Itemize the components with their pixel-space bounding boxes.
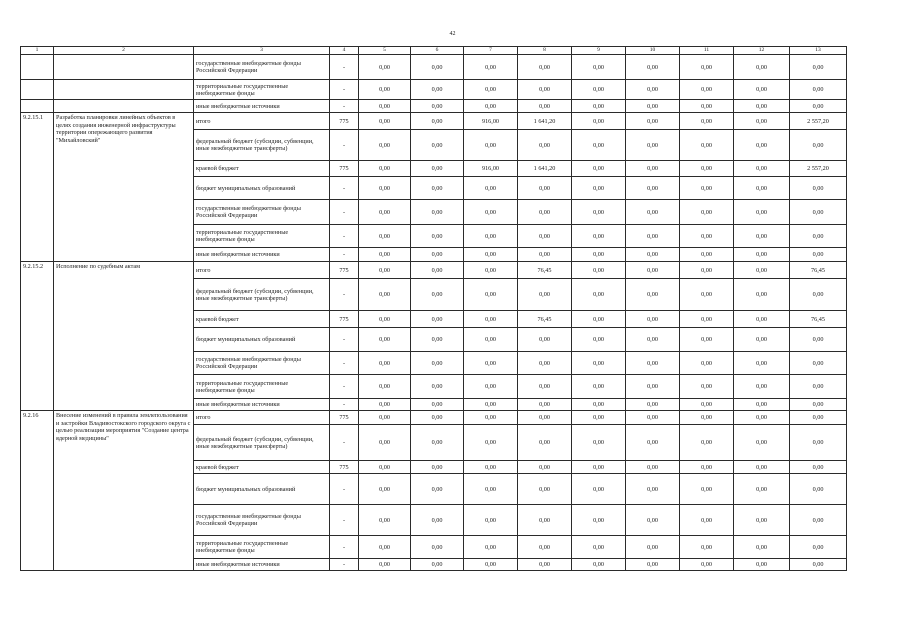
value-cell: 0,00 bbox=[734, 130, 790, 161]
value-cell: 0,00 bbox=[572, 100, 626, 113]
value-cell: 0,00 bbox=[626, 311, 680, 328]
value-cell: 0,00 bbox=[626, 352, 680, 375]
funding-source-cell: федеральный бюджет (субсидии, субвенции, иные межбюджетные трансферты) bbox=[194, 130, 330, 161]
value-cell: 0,00 bbox=[572, 161, 626, 177]
value-cell: 76,45 bbox=[790, 262, 847, 279]
value-cell: 0,00 bbox=[464, 262, 518, 279]
value-cell: 0,00 bbox=[680, 262, 734, 279]
section-number-cell: 9.2.15.2 bbox=[21, 262, 54, 411]
value-cell: 0,00 bbox=[680, 399, 734, 411]
value-cell: 0,00 bbox=[734, 505, 790, 536]
value-cell: 916,00 bbox=[464, 161, 518, 177]
value-cell: 0,00 bbox=[626, 411, 680, 425]
value-cell: 0,00 bbox=[572, 411, 626, 425]
value-cell: 0,00 bbox=[734, 399, 790, 411]
header-cell: 3 bbox=[194, 47, 330, 55]
value-cell: 0,00 bbox=[572, 505, 626, 536]
value-cell: 0,00 bbox=[734, 536, 790, 559]
header-cell: 1 bbox=[21, 47, 54, 55]
header-cell: 13 bbox=[790, 47, 847, 55]
value-cell: 0,00 bbox=[680, 311, 734, 328]
value-cell: 0,00 bbox=[734, 113, 790, 130]
value-cell: 0,00 bbox=[518, 559, 572, 571]
funding-source-cell: бюджет муниципальных образований bbox=[194, 328, 330, 352]
value-cell: 0,00 bbox=[734, 328, 790, 352]
value-cell: 0,00 bbox=[626, 375, 680, 399]
header-cell: 2 bbox=[54, 47, 194, 55]
code-cell: - bbox=[330, 248, 359, 262]
value-cell: 0,00 bbox=[680, 461, 734, 474]
section-name-cell: Внесение изменений в правила землепользования и застройки Владивостокского городского округа с целью реализации мероприятия "Создание центра ядерной медицины" bbox=[54, 411, 194, 571]
table-row bbox=[21, 55, 847, 80]
value-cell: 0,00 bbox=[790, 80, 847, 100]
value-cell: 0,00 bbox=[734, 262, 790, 279]
value-cell: 0,00 bbox=[518, 474, 572, 505]
value-cell: 0,00 bbox=[734, 559, 790, 571]
budget-table bbox=[20, 46, 847, 571]
value-cell: 0,00 bbox=[572, 559, 626, 571]
header-cell: 6 bbox=[411, 47, 464, 55]
value-cell: 0,00 bbox=[518, 177, 572, 200]
value-cell: 0,00 bbox=[572, 262, 626, 279]
funding-source-cell: федеральный бюджет (субсидии, субвенции, иные межбюджетные трансферты) bbox=[194, 279, 330, 311]
value-cell: 0,00 bbox=[790, 177, 847, 200]
value-cell: 0,00 bbox=[411, 505, 464, 536]
value-cell: 0,00 bbox=[572, 248, 626, 262]
code-cell: - bbox=[330, 425, 359, 461]
value-cell: 0,00 bbox=[626, 262, 680, 279]
value-cell: 0,00 bbox=[359, 100, 411, 113]
value-cell: 0,00 bbox=[680, 279, 734, 311]
value-cell: 0,00 bbox=[411, 225, 464, 248]
value-cell: 0,00 bbox=[572, 311, 626, 328]
value-cell: 0,00 bbox=[680, 80, 734, 100]
value-cell: 0,00 bbox=[790, 399, 847, 411]
value-cell: 0,00 bbox=[572, 328, 626, 352]
value-cell: 0,00 bbox=[626, 130, 680, 161]
value-cell: 0,00 bbox=[518, 248, 572, 262]
value-cell: 0,00 bbox=[411, 161, 464, 177]
code-cell: - bbox=[330, 328, 359, 352]
value-cell: 0,00 bbox=[734, 80, 790, 100]
value-cell: 0,00 bbox=[411, 461, 464, 474]
funding-source-cell: бюджет муниципальных образований bbox=[194, 474, 330, 505]
value-cell: 0,00 bbox=[464, 100, 518, 113]
value-cell: 0,00 bbox=[464, 425, 518, 461]
value-cell: 916,00 bbox=[464, 113, 518, 130]
value-cell: 0,00 bbox=[464, 225, 518, 248]
value-cell: 0,00 bbox=[680, 200, 734, 225]
funding-source-cell: территориальные государственные внебюджетные фонды bbox=[194, 375, 330, 399]
value-cell: 0,00 bbox=[680, 100, 734, 113]
value-cell: 0,00 bbox=[359, 461, 411, 474]
value-cell: 0,00 bbox=[790, 328, 847, 352]
value-cell: 0,00 bbox=[790, 505, 847, 536]
value-cell: 0,00 bbox=[680, 113, 734, 130]
value-cell: 1 641,20 bbox=[518, 113, 572, 130]
value-cell: 0,00 bbox=[411, 130, 464, 161]
code-cell: 775 bbox=[330, 161, 359, 177]
value-cell: 0,00 bbox=[518, 130, 572, 161]
code-cell: - bbox=[330, 177, 359, 200]
value-cell: 0,00 bbox=[680, 352, 734, 375]
value-cell: 0,00 bbox=[464, 411, 518, 425]
value-cell: 76,45 bbox=[518, 311, 572, 328]
table-row bbox=[21, 411, 847, 425]
value-cell: 0,00 bbox=[572, 113, 626, 130]
value-cell: 0,00 bbox=[790, 279, 847, 311]
value-cell: 0,00 bbox=[411, 328, 464, 352]
value-cell: 0,00 bbox=[464, 505, 518, 536]
funding-source-cell: итого bbox=[194, 411, 330, 425]
value-cell: 0,00 bbox=[626, 536, 680, 559]
value-cell: 0,00 bbox=[790, 461, 847, 474]
value-cell: 0,00 bbox=[572, 461, 626, 474]
code-cell: - bbox=[330, 559, 359, 571]
value-cell: 0,00 bbox=[790, 248, 847, 262]
funding-source-cell: территориальные государственные внебюджетные фонды bbox=[194, 225, 330, 248]
value-cell: 0,00 bbox=[464, 375, 518, 399]
value-cell: 0,00 bbox=[411, 536, 464, 559]
value-cell: 0,00 bbox=[518, 200, 572, 225]
value-cell: 0,00 bbox=[464, 328, 518, 352]
funding-source-cell: итого bbox=[194, 113, 330, 130]
value-cell: 0,00 bbox=[572, 200, 626, 225]
funding-source-cell: территориальные государственные внебюджетные фонды bbox=[194, 536, 330, 559]
value-cell: 0,00 bbox=[359, 161, 411, 177]
table-body bbox=[21, 55, 847, 571]
value-cell: 0,00 bbox=[359, 55, 411, 80]
value-cell: 0,00 bbox=[680, 536, 734, 559]
value-cell: 0,00 bbox=[626, 279, 680, 311]
empty-name-cell bbox=[54, 100, 194, 113]
value-cell: 0,00 bbox=[572, 399, 626, 411]
page-number: 42 bbox=[449, 31, 456, 37]
value-cell: 0,00 bbox=[359, 399, 411, 411]
value-cell: 0,00 bbox=[626, 100, 680, 113]
value-cell: 0,00 bbox=[790, 352, 847, 375]
code-cell: - bbox=[330, 80, 359, 100]
value-cell: 0,00 bbox=[626, 474, 680, 505]
value-cell: 76,45 bbox=[790, 311, 847, 328]
value-cell: 0,00 bbox=[680, 328, 734, 352]
header-cell: 4 bbox=[330, 47, 359, 55]
value-cell: 0,00 bbox=[411, 474, 464, 505]
value-cell: 0,00 bbox=[790, 411, 847, 425]
value-cell: 0,00 bbox=[359, 425, 411, 461]
value-cell: 0,00 bbox=[359, 80, 411, 100]
value-cell: 0,00 bbox=[790, 559, 847, 571]
value-cell: 0,00 bbox=[572, 375, 626, 399]
value-cell: 0,00 bbox=[626, 200, 680, 225]
value-cell: 0,00 bbox=[518, 399, 572, 411]
value-cell: 0,00 bbox=[464, 200, 518, 225]
value-cell: 0,00 bbox=[572, 474, 626, 505]
code-cell: - bbox=[330, 55, 359, 80]
value-cell: 0,00 bbox=[411, 279, 464, 311]
value-cell: 76,45 bbox=[518, 262, 572, 279]
value-cell: 0,00 bbox=[572, 55, 626, 80]
value-cell: 0,00 bbox=[359, 505, 411, 536]
header-cell: 12 bbox=[734, 47, 790, 55]
value-cell: 0,00 bbox=[626, 161, 680, 177]
value-cell: 0,00 bbox=[359, 536, 411, 559]
value-cell: 0,00 bbox=[626, 425, 680, 461]
value-cell: 0,00 bbox=[411, 352, 464, 375]
value-cell: 0,00 bbox=[790, 536, 847, 559]
value-cell: 0,00 bbox=[790, 225, 847, 248]
value-cell: 0,00 bbox=[680, 177, 734, 200]
value-cell: 0,00 bbox=[626, 80, 680, 100]
value-cell: 0,00 bbox=[626, 55, 680, 80]
value-cell: 0,00 bbox=[734, 177, 790, 200]
value-cell: 0,00 bbox=[359, 375, 411, 399]
value-cell: 0,00 bbox=[464, 80, 518, 100]
value-cell: 0,00 bbox=[680, 411, 734, 425]
code-cell: 775 bbox=[330, 262, 359, 279]
funding-source-cell: краевой бюджет bbox=[194, 461, 330, 474]
table-row bbox=[21, 113, 847, 130]
value-cell: 0,00 bbox=[518, 352, 572, 375]
funding-source-cell: территориальные государственные внебюджетные фонды bbox=[194, 80, 330, 100]
value-cell: 0,00 bbox=[790, 100, 847, 113]
code-cell: 775 bbox=[330, 113, 359, 130]
value-cell: 0,00 bbox=[411, 55, 464, 80]
funding-source-cell: краевой бюджет bbox=[194, 311, 330, 328]
section-name-cell: Исполнение по судебным актам bbox=[54, 262, 194, 411]
value-cell: 0,00 bbox=[626, 505, 680, 536]
value-cell: 0,00 bbox=[359, 411, 411, 425]
value-cell: 0,00 bbox=[518, 328, 572, 352]
table-row bbox=[21, 100, 847, 113]
code-cell: - bbox=[330, 225, 359, 248]
funding-source-cell: бюджет муниципальных образований bbox=[194, 177, 330, 200]
code-cell: - bbox=[330, 505, 359, 536]
header-cell: 5 bbox=[359, 47, 411, 55]
value-cell: 0,00 bbox=[518, 505, 572, 536]
value-cell: 0,00 bbox=[518, 411, 572, 425]
value-cell: 0,00 bbox=[790, 130, 847, 161]
value-cell: 0,00 bbox=[734, 200, 790, 225]
code-cell: - bbox=[330, 130, 359, 161]
value-cell: 0,00 bbox=[572, 352, 626, 375]
section-number-cell: 9.2.15.1 bbox=[21, 113, 54, 262]
value-cell: 2 557,20 bbox=[790, 161, 847, 177]
header-cell: 11 bbox=[680, 47, 734, 55]
header-row bbox=[21, 47, 847, 55]
value-cell: 2 557,20 bbox=[790, 113, 847, 130]
header-cell: 8 bbox=[518, 47, 572, 55]
value-cell: 0,00 bbox=[464, 474, 518, 505]
value-cell: 0,00 bbox=[464, 536, 518, 559]
value-cell: 0,00 bbox=[464, 559, 518, 571]
funding-source-cell: государственные внебюджетные фонды Российской Федерации bbox=[194, 352, 330, 375]
funding-source-cell: иные внебюджетные источники bbox=[194, 100, 330, 113]
value-cell: 0,00 bbox=[411, 311, 464, 328]
value-cell: 0,00 bbox=[359, 474, 411, 505]
funding-source-cell: государственные внебюджетные фонды Российской Федерации bbox=[194, 200, 330, 225]
value-cell: 0,00 bbox=[464, 130, 518, 161]
value-cell: 0,00 bbox=[359, 225, 411, 248]
value-cell: 0,00 bbox=[680, 559, 734, 571]
funding-source-cell: федеральный бюджет (субсидии, субвенции, иные межбюджетные трансферты) bbox=[194, 425, 330, 461]
value-cell: 0,00 bbox=[464, 352, 518, 375]
value-cell: 0,00 bbox=[680, 55, 734, 80]
value-cell: 0,00 bbox=[734, 375, 790, 399]
value-cell: 0,00 bbox=[359, 311, 411, 328]
header-cell: 9 bbox=[572, 47, 626, 55]
value-cell: 0,00 bbox=[359, 352, 411, 375]
value-cell: 0,00 bbox=[518, 55, 572, 80]
value-cell: 0,00 bbox=[734, 352, 790, 375]
value-cell: 0,00 bbox=[626, 225, 680, 248]
value-cell: 0,00 bbox=[572, 425, 626, 461]
value-cell: 0,00 bbox=[680, 130, 734, 161]
code-cell: - bbox=[330, 536, 359, 559]
value-cell: 0,00 bbox=[411, 559, 464, 571]
value-cell: 0,00 bbox=[411, 262, 464, 279]
value-cell: 0,00 bbox=[518, 461, 572, 474]
value-cell: 0,00 bbox=[734, 55, 790, 80]
value-cell: 0,00 bbox=[734, 311, 790, 328]
value-cell: 0,00 bbox=[464, 177, 518, 200]
value-cell: 0,00 bbox=[411, 177, 464, 200]
value-cell: 0,00 bbox=[518, 536, 572, 559]
value-cell: 0,00 bbox=[572, 130, 626, 161]
value-cell: 0,00 bbox=[464, 399, 518, 411]
value-cell: 0,00 bbox=[626, 559, 680, 571]
value-cell: 0,00 bbox=[572, 177, 626, 200]
value-cell: 0,00 bbox=[734, 411, 790, 425]
value-cell: 0,00 bbox=[734, 425, 790, 461]
value-cell: 0,00 bbox=[518, 80, 572, 100]
value-cell: 0,00 bbox=[790, 474, 847, 505]
section-name-cell: Разработка планировки линейных объектов в целях создания инженерной инфраструктуры территории опережающего развития "Михайловский" bbox=[54, 113, 194, 262]
value-cell: 0,00 bbox=[411, 100, 464, 113]
empty-name-cell bbox=[54, 80, 194, 100]
code-cell: - bbox=[330, 200, 359, 225]
section-number-cell: 9.2.16 bbox=[21, 411, 54, 571]
value-cell: 0,00 bbox=[734, 161, 790, 177]
value-cell: 0,00 bbox=[518, 279, 572, 311]
value-cell: 0,00 bbox=[464, 461, 518, 474]
value-cell: 0,00 bbox=[464, 248, 518, 262]
empty-number-cell bbox=[21, 80, 54, 100]
table-row bbox=[21, 80, 847, 100]
value-cell: 1 641,20 bbox=[518, 161, 572, 177]
value-cell: 0,00 bbox=[411, 248, 464, 262]
value-cell: 0,00 bbox=[626, 248, 680, 262]
value-cell: 0,00 bbox=[734, 248, 790, 262]
funding-source-cell: государственные внебюджетные фонды Российской Федерации bbox=[194, 505, 330, 536]
code-cell: 775 bbox=[330, 411, 359, 425]
value-cell: 0,00 bbox=[626, 113, 680, 130]
value-cell: 0,00 bbox=[464, 279, 518, 311]
header-cell: 10 bbox=[626, 47, 680, 55]
empty-name-cell bbox=[54, 55, 194, 80]
value-cell: 0,00 bbox=[411, 425, 464, 461]
value-cell: 0,00 bbox=[359, 177, 411, 200]
value-cell: 0,00 bbox=[790, 55, 847, 80]
value-cell: 0,00 bbox=[411, 399, 464, 411]
value-cell: 0,00 bbox=[790, 425, 847, 461]
funding-source-cell: иные внебюджетные источники bbox=[194, 559, 330, 571]
code-cell: 775 bbox=[330, 311, 359, 328]
value-cell: 0,00 bbox=[626, 177, 680, 200]
value-cell: 0,00 bbox=[464, 311, 518, 328]
value-cell: 0,00 bbox=[680, 248, 734, 262]
value-cell: 0,00 bbox=[680, 505, 734, 536]
code-cell: - bbox=[330, 399, 359, 411]
value-cell: 0,00 bbox=[734, 100, 790, 113]
value-cell: 0,00 bbox=[626, 328, 680, 352]
value-cell: 0,00 bbox=[680, 425, 734, 461]
value-cell: 0,00 bbox=[734, 474, 790, 505]
empty-number-cell bbox=[21, 55, 54, 80]
header-cell: 7 bbox=[464, 47, 518, 55]
value-cell: 0,00 bbox=[626, 461, 680, 474]
value-cell: 0,00 bbox=[359, 279, 411, 311]
value-cell: 0,00 bbox=[518, 100, 572, 113]
value-cell: 0,00 bbox=[518, 425, 572, 461]
empty-number-cell bbox=[21, 100, 54, 113]
value-cell: 0,00 bbox=[790, 375, 847, 399]
value-cell: 0,00 bbox=[572, 279, 626, 311]
value-cell: 0,00 bbox=[680, 161, 734, 177]
value-cell: 0,00 bbox=[359, 113, 411, 130]
value-cell: 0,00 bbox=[411, 80, 464, 100]
value-cell: 0,00 bbox=[680, 375, 734, 399]
table-row bbox=[21, 262, 847, 279]
funding-source-cell: иные внебюджетные источники bbox=[194, 399, 330, 411]
value-cell: 0,00 bbox=[572, 225, 626, 248]
value-cell: 0,00 bbox=[359, 328, 411, 352]
funding-source-cell: государственные внебюджетные фонды Российской Федерации bbox=[194, 55, 330, 80]
code-cell: 775 bbox=[330, 461, 359, 474]
code-cell: - bbox=[330, 375, 359, 399]
value-cell: 0,00 bbox=[572, 536, 626, 559]
value-cell: 0,00 bbox=[734, 461, 790, 474]
value-cell: 0,00 bbox=[790, 200, 847, 225]
value-cell: 0,00 bbox=[359, 130, 411, 161]
code-cell: - bbox=[330, 352, 359, 375]
value-cell: 0,00 bbox=[411, 200, 464, 225]
value-cell: 0,00 bbox=[518, 225, 572, 248]
value-cell: 0,00 bbox=[626, 399, 680, 411]
value-cell: 0,00 bbox=[411, 375, 464, 399]
value-cell: 0,00 bbox=[464, 55, 518, 80]
value-cell: 0,00 bbox=[680, 474, 734, 505]
value-cell: 0,00 bbox=[411, 113, 464, 130]
value-cell: 0,00 bbox=[359, 559, 411, 571]
value-cell: 0,00 bbox=[359, 248, 411, 262]
value-cell: 0,00 bbox=[734, 225, 790, 248]
code-cell: - bbox=[330, 279, 359, 311]
funding-source-cell: итого bbox=[194, 262, 330, 279]
value-cell: 0,00 bbox=[680, 225, 734, 248]
value-cell: 0,00 bbox=[518, 375, 572, 399]
value-cell: 0,00 bbox=[734, 279, 790, 311]
value-cell: 0,00 bbox=[572, 80, 626, 100]
funding-source-cell: краевой бюджет bbox=[194, 161, 330, 177]
code-cell: - bbox=[330, 100, 359, 113]
value-cell: 0,00 bbox=[411, 411, 464, 425]
funding-source-cell: иные внебюджетные источники bbox=[194, 248, 330, 262]
value-cell: 0,00 bbox=[359, 200, 411, 225]
code-cell: - bbox=[330, 474, 359, 505]
value-cell: 0,00 bbox=[359, 262, 411, 279]
